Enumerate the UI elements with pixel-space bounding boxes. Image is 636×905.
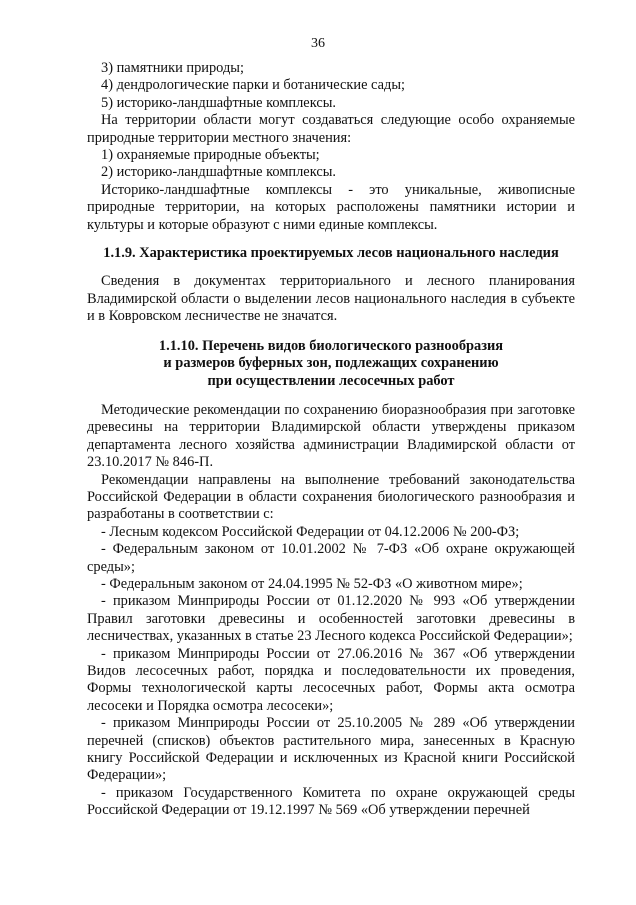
paragraph: Сведения в документах территориального и лесного планирования Владимирской области о выделении лесов национального наследия в субъекте и в Ковровском лесничестве не значатся. [87,273,575,325]
section-heading-1-1-9: 1.1.9. Характеристика проектируемых лесов национального наследия [103,245,559,262]
paragraph: Историко-ландшафтные комплексы - это уникальные, живописные природные территории, на которых расположены памятники истории и культуры и которые образуют с ними единые комплексы. [87,181,575,233]
paragraph: Рекомендации направлены на выполнение требований законодательства Российской Федерации в области сохранения биологического разнообразия и разработаны в соответствии с: [87,471,575,523]
list-item: 4) дендрологические парки и ботанические сады; [101,77,405,94]
page-content [87,60,575,820]
list-item: - Федеральным законом от 24.04.1995 № 52-ФЗ «О животном мире»; [101,575,523,592]
list-item: - приказом Минприроды России от 27.06.2016 № 367 «Об утверждении Видов лесосечных работ, порядка и последовательности их проведения, Формы технологической карты лесосечных работ, Формы акта осмотра лесосеки и Порядка осмотра лесосеки»; [87,645,575,714]
list-item: 3) памятники природы; [101,60,244,76]
page-number: 36 [311,36,325,51]
list-item: - приказом Государственного Комитета по охране окружающей среды Российской Федерации от 19.12.1997 № 569 «Об утверждении перечней [87,784,575,819]
list-item: 5) историко-ландшафтные комплексы. [101,94,336,111]
list-item: - приказом Минприроды России от 25.10.2005 № 289 «Об утверждении перечней (списков) объектов растительного мира, занесенных в Красную книгу Российской Федерации и исключенных из Красной книги Российской Федерации»; [87,715,575,784]
list-item: - Федеральным законом от 10.01.2002 № 7-ФЗ «Об охране окружающей среды»; [87,541,575,575]
paragraph: На территории области могут создаваться следующие особо охраняемые природные территории местного значения: [87,112,575,146]
heading-line: 1.1.10. Перечень видов биологического разнообразия [158,337,504,354]
list-item: 1) охраняемые природные объекты; [101,147,320,164]
heading-line: и размеров буферных зон, подлежащих сохранению [163,355,499,372]
list-item: 2) историко-ландшафтные комплексы. [101,164,336,181]
list-item: - Лесным кодексом Российской Федерации от 04.12.2006 № 200-ФЗ; [101,523,520,540]
paragraph: Методические рекомендации по сохранению биоразнообразия при заготовке древесины на территории Владимирской области утверждены приказом департамента лесного хозяйства администрации Владимирской области от 23.10.2017 № 846-П. [87,401,575,471]
list-item: - приказом Минприроды России от 01.12.2020 № 993 «Об утверждении Правил заготовки древесины и особенностей заготовки древесины в лесничествах, указанных в статье 23 Лесного кодекса Российской Федерации»; [87,593,575,645]
section-heading-1-1-10 [87,338,575,390]
heading-line: при осуществлении лесосечных работ [207,372,455,389]
